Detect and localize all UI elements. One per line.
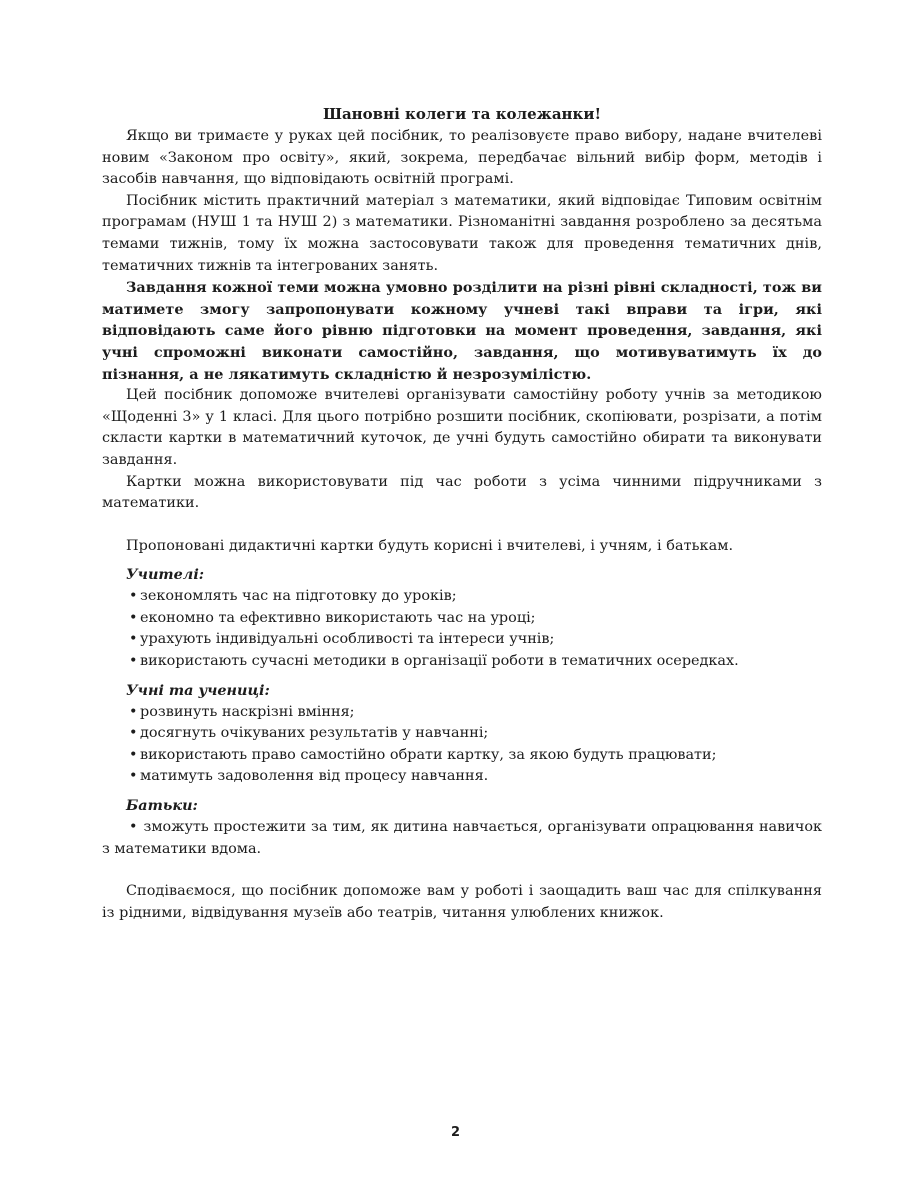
group-students: [102, 680, 822, 788]
group-title-students: Учні та учениці:: [126, 681, 270, 699]
list-item: • використають право самостійно обрати картку, за якою будуть працювати;: [102, 745, 822, 767]
students-list: [102, 702, 822, 788]
intro-paragraph-2: Посібник містить практичний матеріал з математики, який відповідає Типовим освітнім програмам (НУШ 1 та НУШ 2) з математики. Різноманітні завдання розроблено за десятьма темами тижнів, тому їх можна застосовувати також для проведення тематичних днів, тематичних тижнів та інтегрованих занять.: [102, 192, 822, 274]
intro-paragraph-4: Цей посібник допоможе вчителеві організувати самостійну роботу учнів за методикою «Щоденні 3» у 1 класі. Для цього потрібно розшити посібник, скопіювати, розрізати, а потім скласти картки в математичний куточок, де учні будуть самостійно обирати та виконувати завдання.: [102, 387, 822, 468]
bullet-icon: •: [129, 609, 138, 626]
bullet-icon: •: [129, 746, 138, 763]
list-item: • використають сучасні методики в організації роботи в тематичних осередках.: [102, 651, 822, 673]
useful-intro: Пропоновані дидактичні картки будуть корисні і вчителеві, і учням, і батькам.: [126, 537, 734, 554]
bullet-icon: •: [129, 588, 138, 605]
group-title-teachers: Учителі:: [126, 566, 205, 584]
intro-paragraph-3-bold: Завдання кожної теми можна умовно розділити на різні рівні складності, тож ви матимете змогу запропонувати кожному учневі такі вправи та ігри, які відповідають саме його рівню підготовки на момент проведення, завдання, які учні спроможні виконати самостійно, завдання, що мотивуватимуть їх до пізнання, а не лякатимуть складністю й незрозумілістю.: [102, 279, 822, 383]
bullet-icon: •: [129, 725, 138, 742]
bullet-icon: •: [129, 653, 138, 670]
bullet-icon: •: [129, 703, 138, 720]
teachers-list: [102, 586, 822, 672]
intro-paragraph-1: Якщо ви тримаєте у руках цей посібник, то реалізовуєте право вибору, надане вчителеві новим «Законом про освіту», який, зокрема, передбачає вільний вибір форм, методів і засобів навчання, що відповідають освітній програмі.: [102, 128, 822, 188]
group-parents: [102, 795, 822, 860]
bullet-icon: •: [129, 819, 138, 836]
list-item: • зможуть простежити за тим, як дитина навчається, організувати опрацювання навичок з математики вдома.: [102, 819, 822, 857]
group-title-parents: Батьки:: [126, 797, 198, 815]
bullet-icon: •: [129, 768, 138, 785]
page-content: [102, 104, 822, 924]
intro-paragraph-5: Картки можна використовувати під час роботи з усіма чинними підручниками з математики.: [102, 473, 822, 512]
list-item: • урахують індивідуальні особливості та інтереси учнів;: [102, 629, 822, 651]
page-title: Шановні колеги та колежанки!: [322, 105, 602, 123]
list-item: • матимуть задоволення від процесу навчання.: [102, 766, 822, 788]
page-number: 2: [450, 1125, 461, 1140]
bullet-icon: •: [129, 631, 138, 648]
parents-list: [102, 817, 822, 860]
list-item: • економно та ефективно використають час на уроці;: [102, 608, 822, 630]
closing-paragraph: Сподіваємося, що посібник допоможе вам у роботі і заощадить ваш час для спілкування із рідними, відвідування музеїв або театрів, читання улюблених книжок.: [102, 883, 822, 921]
list-item: • зекономлять час на підготовку до уроків;: [102, 586, 822, 608]
list-item: • досягнуть очікуваних результатів у навчанні;: [102, 723, 822, 745]
group-teachers: [102, 564, 822, 672]
list-item: • розвинуть наскрізні вміння;: [102, 702, 822, 724]
